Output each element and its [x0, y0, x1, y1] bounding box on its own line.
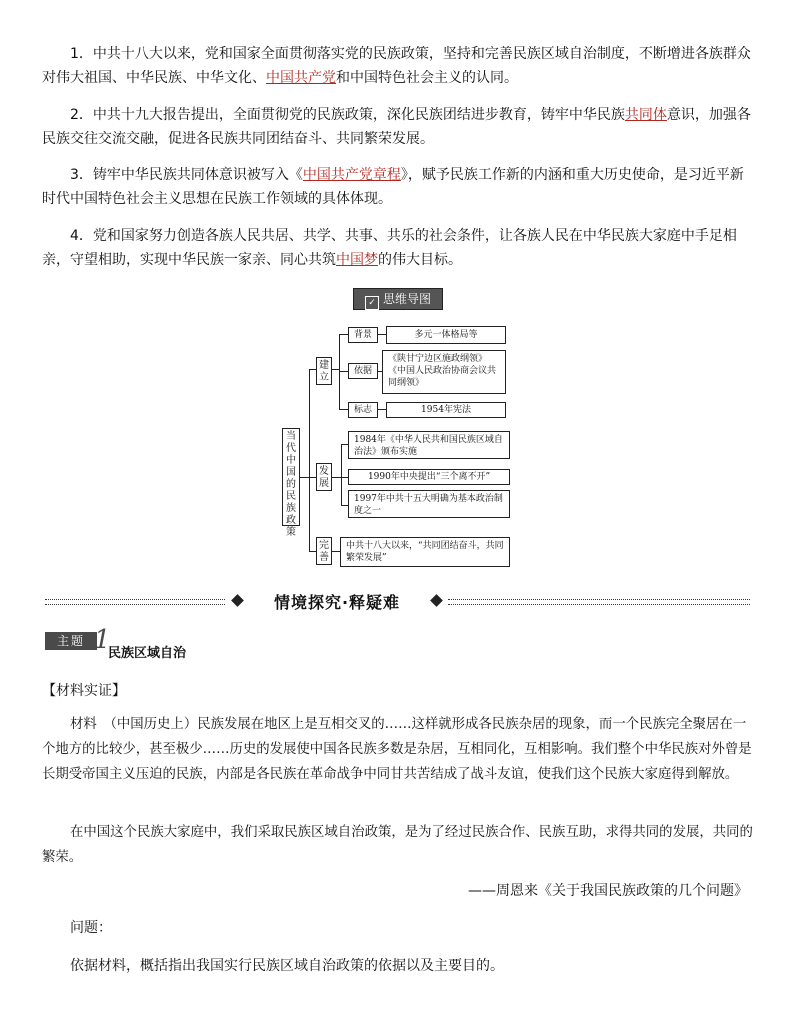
- connector: [341, 444, 348, 445]
- branch-develop: 发展: [316, 463, 332, 491]
- topic-badge: 主题: [45, 632, 97, 650]
- branch-establish: 建立: [316, 357, 332, 385]
- point-text: 意识，加强各民族交往交流交融，促进各民族共同团结奋斗、共同繁荣发展。: [42, 107, 751, 147]
- tag-symbol: 标志: [348, 402, 378, 418]
- mindmap-title-text: 思维导图: [382, 292, 431, 306]
- connector: [309, 551, 316, 552]
- material-source: ——周恩来《关于我国民族政策的几个问题》: [468, 883, 748, 899]
- point-text: 4．党和国家努力创造各族人民共居、共学、共事、共乐的社会条件，让各族人民在中华民族大家庭中手足相亲，守望相助，实现中华民族一家亲、同心共筑: [42, 228, 737, 268]
- perfect-item: 中共十八大以来，“共同团结奋斗，共同繁荣发展”: [340, 537, 510, 567]
- policy-point-3: [42, 163, 754, 211]
- connector: [339, 334, 348, 335]
- connector: [339, 334, 340, 410]
- material-heading: 【材料实证】: [42, 683, 126, 699]
- banner-rule-right: [448, 599, 750, 605]
- policy-point-2: [42, 103, 754, 151]
- connector: [341, 444, 342, 506]
- term-link[interactable]: 中国梦: [336, 252, 378, 268]
- connector: [309, 477, 316, 478]
- point-text: 》，赋予民族工作新的内涵和重大历史使命，是习近平新时代中国特色社会主义思想在民族工作领域的具体体现。: [42, 167, 744, 207]
- item-symbol: 1954年宪法: [386, 402, 506, 418]
- mindmap-icon: ✓: [365, 296, 379, 310]
- banner-title: 情境探究·释疑难: [273, 593, 401, 612]
- material-text: （中国历史上）民族发展在地区上是互相交叉的……这样就形成各民族杂居的现象，而一个民族完全聚居在一个地方的比较少，甚至极少……历史的发展使中国各民族多数是杂居，互相同化，互相影响。我们整个中华民族对外曾是长期受帝国主义压迫的民族，内部是各民族在革命战争中同甘共苦结成了战斗友谊，使我们这个民族大家庭得到解放。: [42, 717, 752, 782]
- mindmap-root: 当代中国的民族政策: [282, 428, 300, 526]
- point-text: 1．中共十八大以来，党和国家全面贯彻落实党的民族政策，坚持和完善民族区域自治制度，不断增进各族群众对伟大祖国、中华民族、中华文化、: [42, 46, 751, 86]
- branch-perfect: 完善: [316, 537, 332, 565]
- develop-1984: 1984年《中华人民共和国民族区域自治法》颁布实施: [348, 431, 510, 459]
- topic-title: 民族区域自治: [108, 646, 187, 661]
- item-background: 多元一体格局等: [386, 326, 506, 344]
- term-link[interactable]: 中国共产党章程: [302, 167, 401, 183]
- point-text: 和中国特色社会主义的认同。: [336, 70, 518, 86]
- item-basis: 《陕甘宁边区施政纲领》《中国人民政治协商会议共同纲领》: [382, 350, 506, 394]
- material-text: 在中国这个民族大家庭中，我们采取民族区域自治政策，是为了经过民族合作、民族互助，求得共同的发展，共同的繁荣。: [42, 825, 753, 865]
- connector: [378, 334, 386, 335]
- develop-1990: 1990年中央提出“三个离不开”: [348, 469, 510, 485]
- question-text: 依据材料，概括指出我国实行民族区域自治政策的依据以及主要目的。: [70, 958, 504, 974]
- connector: [309, 369, 310, 552]
- connector: [341, 477, 348, 478]
- banner-rule-left: [45, 599, 225, 605]
- connector: [341, 505, 348, 506]
- develop-1997: 1997年中共十五大明确为基本政治制度之一: [348, 490, 510, 518]
- material-label: 材料: [70, 717, 97, 732]
- tag-basis: 依据: [348, 363, 378, 379]
- point-text: 的伟大目标。: [378, 252, 462, 268]
- question-label: 问题：: [70, 920, 112, 936]
- term-link[interactable]: 中国共产党: [266, 70, 336, 86]
- connector: [332, 551, 340, 552]
- term-link[interactable]: 共同体: [624, 107, 667, 123]
- point-text: 2．中共十九大报告提出，全面贯彻党的民族政策，深化民族团结进步教育，铸牢中华民族: [70, 107, 625, 123]
- connector: [339, 371, 348, 372]
- connector: [378, 409, 386, 410]
- connector: [339, 409, 348, 410]
- topic-number: 1: [94, 625, 111, 655]
- point-text: 3．铸牢中华民族共同体意识被写入《: [70, 167, 303, 183]
- banner-diamond-right: [430, 594, 443, 607]
- policy-point-4: [42, 224, 754, 272]
- banner-diamond-left: [231, 594, 244, 607]
- material-paragraph-2: [42, 820, 754, 870]
- tag-background: 背景: [348, 327, 378, 343]
- policy-point-1: [42, 42, 754, 90]
- material-paragraph-1: [42, 712, 754, 787]
- mindmap-title: [353, 288, 443, 310]
- connector: [309, 369, 316, 370]
